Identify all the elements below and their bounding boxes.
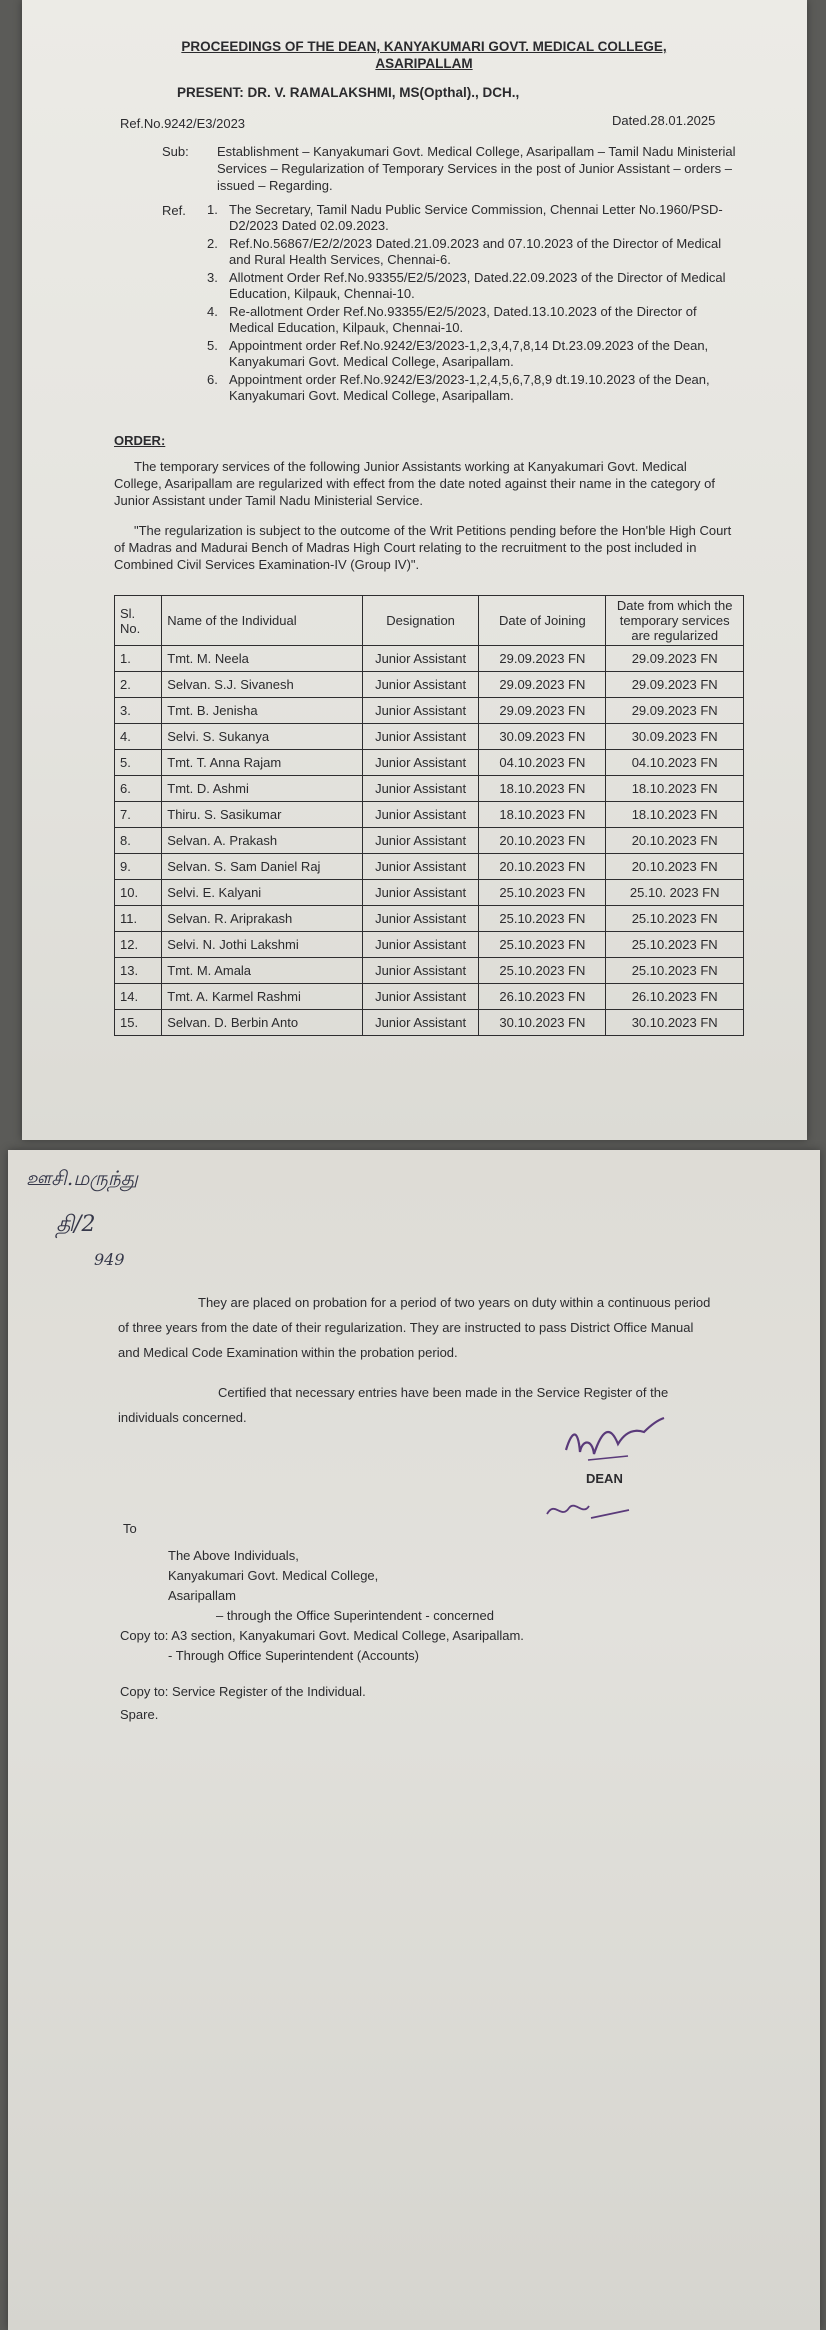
table-cell: Junior Assistant — [362, 854, 479, 880]
to-label: To — [123, 1521, 137, 1536]
table-cell: 20.10.2023 FN — [479, 828, 606, 854]
table-cell: 6. — [115, 776, 162, 802]
writ-condition-paragraph: "The regularization is subject to the outcome of the Writ Petitions pending before the Hon'ble High Court of Madras and Madurai Bench of Madras High Court relating to the recruitment to the post included in Combined Civil Services Examination-IV (Group IV)". — [114, 523, 732, 572]
table-cell: 8. — [115, 828, 162, 854]
subject-text: Establishment – Kanyakumari Govt. Medical College, Asaripallam – Tamil Nadu Ministerial Services – Regularization of Temporary Services in the post of Junior Assistant – orders – issued – Regarding. — [217, 144, 736, 193]
certification-paragraph: Certified that necessary entries have been made in the Service Register of the individuals concerned. — [118, 1385, 669, 1425]
table-cell: Junior Assistant — [362, 1010, 479, 1036]
reference-item: 6. Appointment order Ref.No.9242/E3/2023-1,2,4,5,6,7,8,9 dt.19.10.2023 of the Dean, Kanyakumari Govt. Medical College, Asaripallam. — [207, 372, 710, 403]
copy-line: - Through Office Superintendent (Accounts) — [168, 1648, 419, 1663]
table-cell: 25.10.2023 FN — [606, 906, 744, 932]
table-cell: 25.10.2023 FN — [606, 932, 744, 958]
table-row — [115, 698, 744, 724]
column-header: Date of Joining — [479, 596, 606, 646]
table-cell: 04.10.2023 FN — [606, 750, 744, 776]
table-row — [115, 932, 744, 958]
column-header: Designation — [362, 596, 479, 646]
table-cell: 25.10. 2023 FN — [606, 880, 744, 906]
table-cell: Selvan. D. Berbin Anto — [162, 1010, 363, 1036]
table-cell: Tmt. M. Amala — [162, 958, 363, 984]
table-cell: Selvi. N. Jothi Lakshmi — [162, 932, 363, 958]
references-label: Ref. — [162, 203, 186, 218]
table-cell: 11. — [115, 906, 162, 932]
table-row — [115, 984, 744, 1010]
table-cell: 13. — [115, 958, 162, 984]
table-cell: 20.10.2023 FN — [606, 854, 744, 880]
table-cell: 4. — [115, 724, 162, 750]
document-title: PROCEEDINGS OF THE DEAN, KANYAKUMARI GOVT. MEDICAL COLLEGE, ASARIPALLAM — [181, 39, 667, 71]
table-cell: 1. — [115, 646, 162, 672]
address-line: – through the Office Superintendent - concerned — [216, 1608, 495, 1623]
table-cell: Junior Assistant — [362, 932, 479, 958]
table-cell: Tmt. A. Karmel Rashmi — [162, 984, 363, 1010]
table-cell: Selvan. S. Sam Daniel Raj — [162, 854, 363, 880]
table-row — [115, 724, 744, 750]
table-cell: 30.10.2023 FN — [479, 1010, 606, 1036]
table-cell: Junior Assistant — [362, 750, 479, 776]
table-cell: 30.09.2023 FN — [479, 724, 606, 750]
table-cell: Junior Assistant — [362, 906, 479, 932]
table-cell: Selvan. S.J. Sivanesh — [162, 672, 363, 698]
table-row — [115, 1010, 744, 1036]
reference-number: Ref.No.9242/E3/2023 — [120, 116, 246, 131]
table-cell: 29.09.2023 FN — [479, 672, 606, 698]
column-header: Sl. No. — [115, 596, 162, 646]
table-row — [115, 828, 744, 854]
table-cell: Selvi. S. Sukanya — [162, 724, 363, 750]
table-cell: 04.10.2023 FN — [479, 750, 606, 776]
table-cell: Tmt. D. Ashmi — [162, 776, 363, 802]
table-cell: 9. — [115, 854, 162, 880]
table-cell: Junior Assistant — [362, 958, 479, 984]
table-cell: Junior Assistant — [362, 724, 479, 750]
table-cell: Junior Assistant — [362, 984, 479, 1010]
table-cell: 26.10.2023 FN — [479, 984, 606, 1010]
handwritten-note: ஊசி.மருந்து — [26, 1166, 139, 1190]
document-page-1 — [22, 0, 807, 1140]
handwritten-note: தி/2 — [56, 1212, 96, 1237]
table-cell: Junior Assistant — [362, 646, 479, 672]
table-cell: Selvan. A. Prakash — [162, 828, 363, 854]
initial-mark-icon — [543, 1490, 633, 1530]
table-cell: 29.09.2023 FN — [606, 698, 744, 724]
table-cell: 29.09.2023 FN — [606, 646, 744, 672]
copy-register-line: Copy to: Service Register of the Individual. — [120, 1684, 366, 1699]
table-cell: 20.10.2023 FN — [479, 854, 606, 880]
table-row — [115, 958, 744, 984]
copy-line: Copy to: A3 section, Kanyakumari Govt. Medical College, Asaripallam. — [120, 1628, 524, 1643]
table-row — [115, 880, 744, 906]
order-heading: ORDER: — [114, 433, 166, 448]
table-cell: 12. — [115, 932, 162, 958]
reference-item: 1. The Secretary, Tamil Nadu Public Service Commission, Chennai Letter No.1960/PSD-D2/2023 Dated 02.09.2023. — [207, 202, 723, 233]
date-line: Dated.28.01.2025 — [612, 113, 716, 128]
table-cell: 25.10.2023 FN — [479, 880, 606, 906]
table-cell: Junior Assistant — [362, 828, 479, 854]
addressee-block — [168, 1546, 494, 1626]
table-cell: 29.09.2023 FN — [606, 672, 744, 698]
reference-item: 4. Re-allotment Order Ref.No.93355/E2/5/2023, Dated.13.10.2023 of the Director of Medical Education, Kilpauk, Chennai-10. — [207, 304, 697, 335]
table-cell: Tmt. T. Anna Rajam — [162, 750, 363, 776]
table-cell: 18.10.2023 FN — [606, 776, 744, 802]
column-header: Date from which the temporary services are regularized — [606, 596, 744, 646]
table-cell: Junior Assistant — [362, 880, 479, 906]
handwritten-note: 949 — [94, 1250, 125, 1269]
table-cell: 15. — [115, 1010, 162, 1036]
signatory-title: DEAN — [586, 1471, 623, 1486]
references-list — [207, 202, 737, 406]
table-row — [115, 750, 744, 776]
table-cell: 7. — [115, 802, 162, 828]
table-row — [115, 672, 744, 698]
table-cell: Tmt. M. Neela — [162, 646, 363, 672]
table-cell: 18.10.2023 FN — [479, 776, 606, 802]
regularization-table — [114, 595, 744, 1036]
table-cell: 29.09.2023 FN — [479, 698, 606, 724]
spare-line: Spare. — [120, 1707, 159, 1722]
table-cell: 2. — [115, 672, 162, 698]
present-line: PRESENT: DR. V. RAMALAKSHMI, MS(Opthal)., DCH., — [177, 85, 520, 100]
document-page-2 — [8, 1150, 820, 2330]
copy-to-block — [120, 1626, 524, 1666]
table-cell: 5. — [115, 750, 162, 776]
table-row — [115, 776, 744, 802]
column-header: Name of the Individual — [162, 596, 363, 646]
address-line: Kanyakumari Govt. Medical College, — [168, 1568, 379, 1583]
order-paragraph: The temporary services of the following Junior Assistants working at Kanyakumari Govt. Medical College, Asaripallam are regularized with effect from the date noted against their name in the category of Junior Assistant under Tamil Nadu Ministerial Service. — [114, 459, 715, 508]
table-header-row — [115, 596, 744, 646]
table-cell: 25.10.2023 FN — [479, 906, 606, 932]
table-cell: 25.10.2023 FN — [606, 958, 744, 984]
table-cell: Junior Assistant — [362, 802, 479, 828]
table-row — [115, 906, 744, 932]
table-cell: Thiru. S. Sasikumar — [162, 802, 363, 828]
subject-label: Sub: — [162, 144, 189, 159]
table-cell: Junior Assistant — [362, 776, 479, 802]
table-cell: 30.10.2023 FN — [606, 1010, 744, 1036]
address-line: Asaripallam — [168, 1588, 236, 1603]
table-cell: 25.10.2023 FN — [479, 932, 606, 958]
table-cell: Junior Assistant — [362, 672, 479, 698]
table-cell: 18.10.2023 FN — [479, 802, 606, 828]
dean-signature-icon — [558, 1410, 668, 1470]
reference-item: 2. Ref.No.56867/E2/2/2023 Dated.21.09.2023 and 07.10.2023 of the Director of Medical and Rural Health Services, Chennai-6. — [207, 236, 722, 267]
address-line: The Above Individuals, — [168, 1548, 299, 1563]
table-cell: 10. — [115, 880, 162, 906]
table-cell: Tmt. B. Jenisha — [162, 698, 363, 724]
table-cell: 18.10.2023 FN — [606, 802, 744, 828]
probation-paragraph: They are placed on probation for a period of two years on duty within a continuous period of three years from the date of their regularization. They are instructed to pass District Office Manual and Medical Code Examination within the probation period. — [118, 1295, 711, 1360]
table-row — [115, 802, 744, 828]
table-cell: Selvi. E. Kalyani — [162, 880, 363, 906]
table-cell: 30.09.2023 FN — [606, 724, 744, 750]
table-cell: 3. — [115, 698, 162, 724]
table-cell: Junior Assistant — [362, 698, 479, 724]
table-cell: Selvan. R. Ariprakash — [162, 906, 363, 932]
table-row — [115, 854, 744, 880]
table-cell: 25.10.2023 FN — [479, 958, 606, 984]
reference-item: 3. Allotment Order Ref.No.93355/E2/5/2023, Dated.22.09.2023 of the Director of Medical Education, Kilpauk, Chennai-10. — [207, 270, 726, 301]
table-cell: 29.09.2023 FN — [479, 646, 606, 672]
table-row — [115, 646, 744, 672]
table-cell: 26.10.2023 FN — [606, 984, 744, 1010]
reference-item: 5. Appointment order Ref.No.9242/E3/2023-1,2,3,4,7,8,14 Dt.23.09.2023 of the Dean, Kanyakumari Govt. Medical College, Asaripallam. — [207, 338, 709, 369]
table-cell: 20.10.2023 FN — [606, 828, 744, 854]
table-cell: 14. — [115, 984, 162, 1010]
